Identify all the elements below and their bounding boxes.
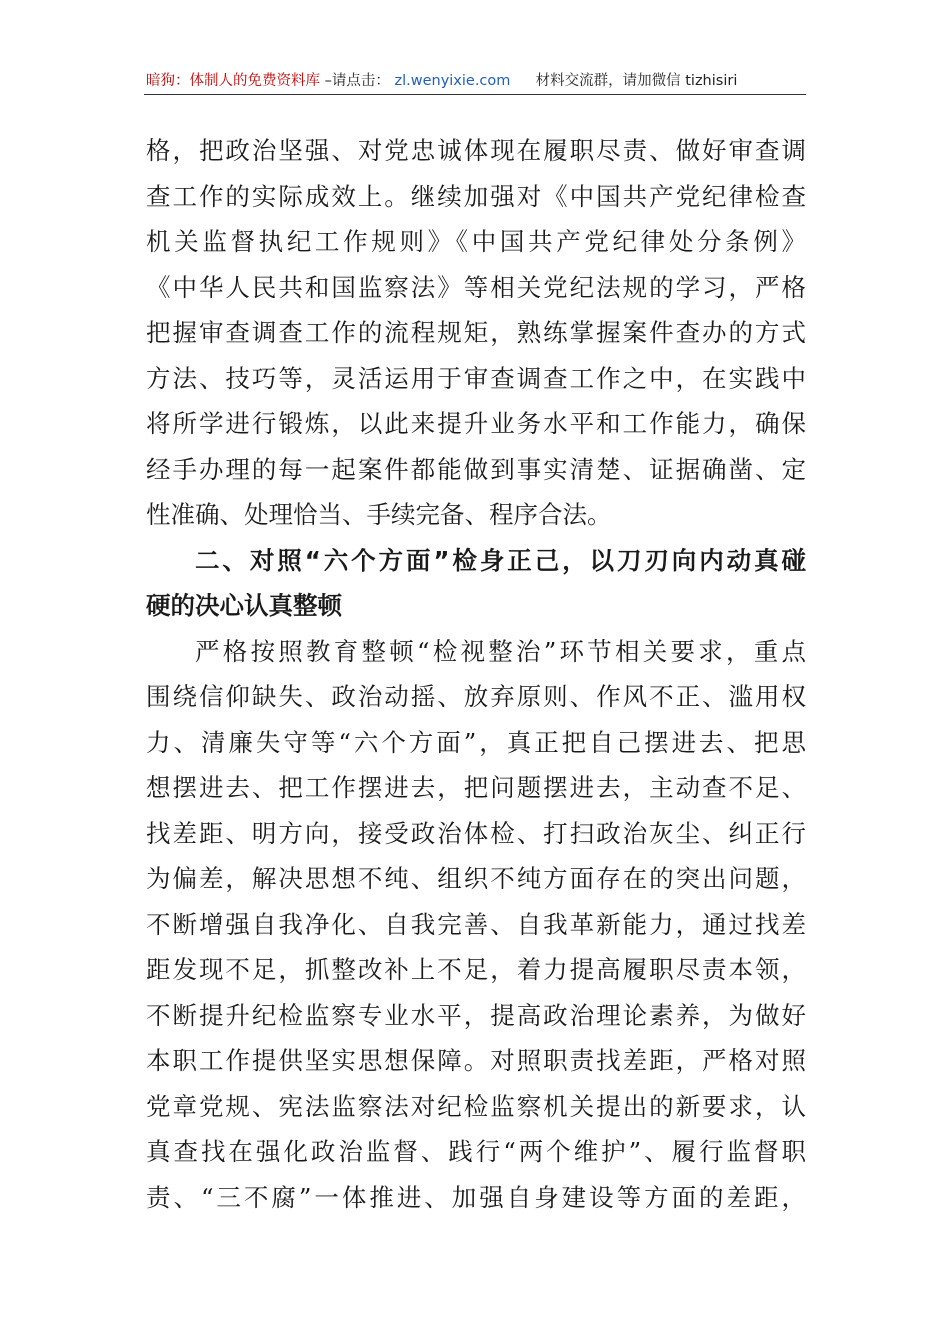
- text-line: 责、“三不腐”一体推进、加强自身建设等方面的差距，: [146, 1182, 806, 1212]
- text-line: 党章党规、宪法监察法对纪检监察机关提出的新要求，认: [146, 1091, 806, 1121]
- paragraph-2: [146, 629, 806, 1221]
- text-line: 把握审查调查工作的流程规矩，熟练掌握案件查办的方式: [146, 318, 806, 347]
- text-line: 为偏差，解决思想不纯、组织不纯方面存在的突出问题，: [146, 864, 806, 893]
- paragraph-1: [146, 128, 806, 538]
- page-header: [146, 68, 806, 94]
- document-body: [146, 128, 806, 1220]
- text-line: 机关监督执纪工作规则》《中国共产党纪律处分条例》: [146, 227, 806, 256]
- text-line: 将所学进行锻炼，以此来提升业务水平和工作能力，确保: [146, 409, 806, 438]
- text-line: 不断增强自我净化、自我完善、自我革新能力，通过找差: [146, 909, 806, 939]
- text-line: 围绕信仰缺失、政治动摇、放弃原则、作风不正、滥用权: [146, 682, 806, 711]
- heading-line: 硬的决心认真整顿: [146, 591, 342, 620]
- click-prompt: –请点击：: [324, 73, 390, 89]
- heading-line: 二、对照“六个方面”检身正己，以刀刃向内动真碰: [195, 545, 806, 575]
- site-name: 暗狗：体制人的免费资料库: [146, 73, 320, 89]
- text-line: 性准确、处理恰当、手续完备、程序合法。: [146, 500, 612, 529]
- text-line: 格，把政治坚强、对党忠诚体现在履职尽责、做好审查调: [146, 136, 806, 165]
- text-line: 距发现不足，抓整改补上不足，着力提高履职尽责本领，: [146, 955, 806, 984]
- text-line: 方法、技巧等，灵活运用于审查调查工作之中，在实践中: [146, 363, 806, 393]
- text-line: 严格按照教育整顿“检视整治”环节相关要求，重点: [195, 636, 806, 666]
- text-line: 不断提升纪检监察专业水平，提高政治理论素养，为做好: [146, 1000, 806, 1030]
- text-line: 经手办理的每一起案件都能做到事实清楚、证据确凿、定: [146, 454, 806, 484]
- text-line: 真查找在强化政治监督、践行“两个维护”、履行监督职: [146, 1137, 806, 1166]
- header-divider: [144, 94, 806, 95]
- text-line: 《中华人民共和国监察法》等相关党纪法规的学习，严格: [146, 272, 806, 302]
- site-url-link[interactable]: zl.wenyixie.com: [394, 73, 511, 89]
- text-line: 想摆进去、把工作摆进去，把问题摆进去，主动查不足、: [146, 773, 806, 802]
- wechat-note: 材料交流群，请加微信 tizhisiri: [535, 73, 738, 89]
- text-line: 力、清廉失守等“六个方面”，真正把自己摆进去、把思: [146, 727, 806, 757]
- text-line: 查工作的实际成效上。继续加强对《中国共产党纪律检查: [146, 181, 806, 211]
- section-heading-2: [146, 538, 806, 629]
- text-line: 本职工作提供坚实思想保障。对照职责找差距，严格对照: [146, 1046, 806, 1075]
- text-line: 找差距、明方向，接受政治体检、打扫政治灰尘、纠正行: [146, 818, 806, 848]
